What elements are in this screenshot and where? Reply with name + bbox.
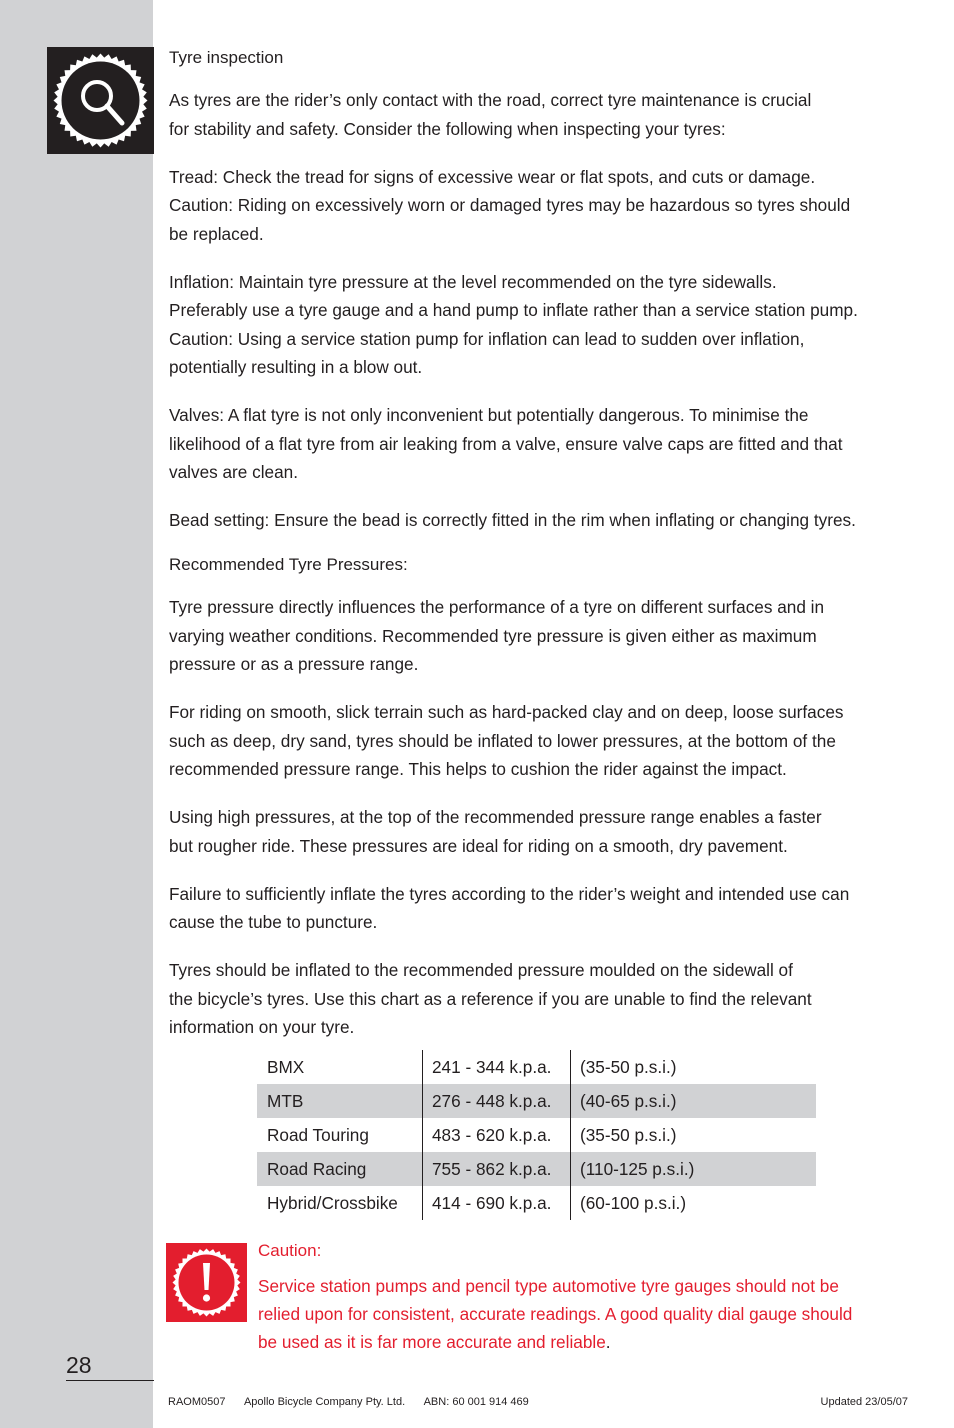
caution-line-text: be used as it is far more accurate and reliable (258, 1332, 606, 1352)
footer-abn: ABN: 60 001 914 469 (423, 1396, 529, 1408)
kpa-cell: 755 - 862 k.p.a. (423, 1152, 571, 1186)
pressure-paragraph (169, 956, 914, 1042)
caution-line (258, 1328, 918, 1356)
inspection-paragraph (169, 86, 914, 143)
psi-cell: (60-100 p.s.i.) (571, 1186, 817, 1220)
text-line: for stability and safety. Consider the following when inspecting your tyres: (169, 118, 726, 139)
recommended-pressures-heading: Recommended Tyre Pressures: (169, 555, 408, 574)
text-line: information on your tyre. (169, 1017, 355, 1037)
pressure-paragraph (169, 803, 914, 860)
tyre-inspection-section (169, 86, 914, 535)
caution-callout (258, 1237, 918, 1356)
caution-line: Service station pumps and pencil type automotive tyre gauges should not be (258, 1276, 839, 1296)
recommended-pressures-section (169, 593, 914, 1042)
table-row (257, 1118, 816, 1152)
page-number-rule (66, 1380, 154, 1381)
psi-cell: (35-50 p.s.i.) (571, 1050, 817, 1084)
left-sidebar-band (0, 0, 153, 1428)
inspection-paragraph (169, 506, 914, 535)
inspection-paragraph (169, 163, 914, 249)
footer-updated: Updated 23/05/07 (820, 1396, 908, 1408)
tyre-inspection-heading: Tyre inspection (169, 48, 284, 67)
kpa-cell: 276 - 448 k.p.a. (423, 1084, 571, 1118)
kpa-cell: 483 - 620 k.p.a. (423, 1118, 571, 1152)
table-row (257, 1084, 816, 1118)
inspection-paragraph (169, 268, 914, 382)
bike-type-cell: Road Racing (257, 1152, 423, 1186)
pressure-paragraph (169, 698, 914, 784)
table-row (257, 1050, 816, 1084)
text-line: Using high pressures, at the top of the recommended pressure range enables a faster (169, 807, 822, 827)
caution-title: Caution: (258, 1241, 322, 1260)
text-line: likelihood of a flat tyre from air leaking from a valve, ensure valve caps are fitted and that (169, 433, 843, 454)
text-line: recommended pressure range. This helps to cushion the rider against the impact. (169, 759, 787, 779)
table-row (257, 1152, 816, 1186)
text-line: Failure to sufficiently inflate the tyres according to the rider’s weight and intended use can (169, 883, 850, 904)
tyre-pressure-table (257, 1050, 816, 1220)
kpa-cell: 414 - 690 k.p.a. (423, 1186, 571, 1220)
bike-type-cell: Hybrid/Crossbike (267, 1192, 398, 1213)
psi-cell: (40-65 p.s.i.) (571, 1084, 817, 1118)
text-line: valves are clean. (169, 462, 298, 482)
text-line: Caution: Using a service station pump for inflation can lead to sudden over inflation, (169, 328, 805, 349)
text-line: the bicycle’s tyres. Use this chart as a reference if you are unable to find the relevant (169, 988, 812, 1009)
caution-line: relied upon for consistent, accurate readings. A good quality dial gauge should (258, 1304, 853, 1324)
text-line: As tyres are the rider’s only contact with the road, correct tyre maintenance is crucial (169, 90, 812, 110)
text-line: be replaced. (169, 223, 264, 244)
text-line: Tyres should be inflated to the recommended pressure moulded on the sidewall of (169, 960, 793, 980)
kpa-cell: 241 - 344 k.p.a. (423, 1050, 571, 1084)
text-line: Tyre pressure directly influences the performance of a tyre on different surfaces and in (169, 597, 825, 617)
text-line: Tread: Check the tread for signs of excessive wear or flat spots, and cuts or damage. (169, 166, 816, 187)
pressure-paragraph (169, 880, 914, 937)
bike-type-cell: Road Touring (267, 1124, 369, 1145)
magnifier-gear-icon (47, 47, 154, 154)
caution-end-punctuation: . (605, 1332, 611, 1352)
exclamation-dot (203, 1294, 210, 1301)
psi-cell: (35-50 p.s.i.) (571, 1118, 817, 1152)
text-line: Inflation: Maintain tyre pressure at the level recommended on the tyre sidewalls. (169, 271, 777, 292)
text-line: Bead setting: Ensure the bead is correctly fitted in the rim when inflating or changing tyres. (169, 510, 856, 530)
text-line: but rougher ride. These pressures are ideal for riding on a smooth, dry pavement. (169, 835, 788, 856)
text-line: varying weather conditions. Recommended tyre pressure is given either as maximum (169, 625, 817, 646)
text-line: Caution: Riding on excessively worn or damaged tyres may be hazardous so tyres should (169, 195, 851, 215)
text-line: cause the tube to puncture. (169, 912, 378, 932)
text-line: such as deep, dry sand, tyres should be inflated to lower pressures, at the bottom of the (169, 730, 836, 751)
text-line: Preferably use a tyre gauge and a hand pump to inflate rather than a service station pump. (169, 300, 858, 320)
pressure-paragraph (169, 593, 914, 679)
footer-left (168, 1396, 545, 1408)
text-line: potentially resulting in a blow out. (169, 357, 423, 377)
inspection-paragraph (169, 401, 914, 487)
text-line: For riding on smooth, slick terrain such as hard-packed clay and on deep, loose surfaces (169, 702, 844, 722)
footer-code: RAOM0507 (168, 1396, 226, 1408)
page-number: 28 (66, 1352, 92, 1378)
exclamation-gear-icon (166, 1243, 247, 1322)
text-line: Valves: A flat tyre is not only inconvenient but potentially dangerous. To minimise the (169, 405, 809, 425)
psi-cell: (110-125 p.s.i.) (571, 1152, 817, 1186)
footer-company: Apollo Bicycle Company Pty. Ltd. (243, 1396, 406, 1408)
main-content (169, 44, 914, 1061)
bike-type-cell: MTB (257, 1084, 423, 1118)
text-line: pressure or as a pressure range. (169, 654, 419, 674)
table-row (257, 1186, 816, 1220)
caution-text (258, 1272, 918, 1356)
bike-type-cell: BMX (267, 1056, 305, 1077)
